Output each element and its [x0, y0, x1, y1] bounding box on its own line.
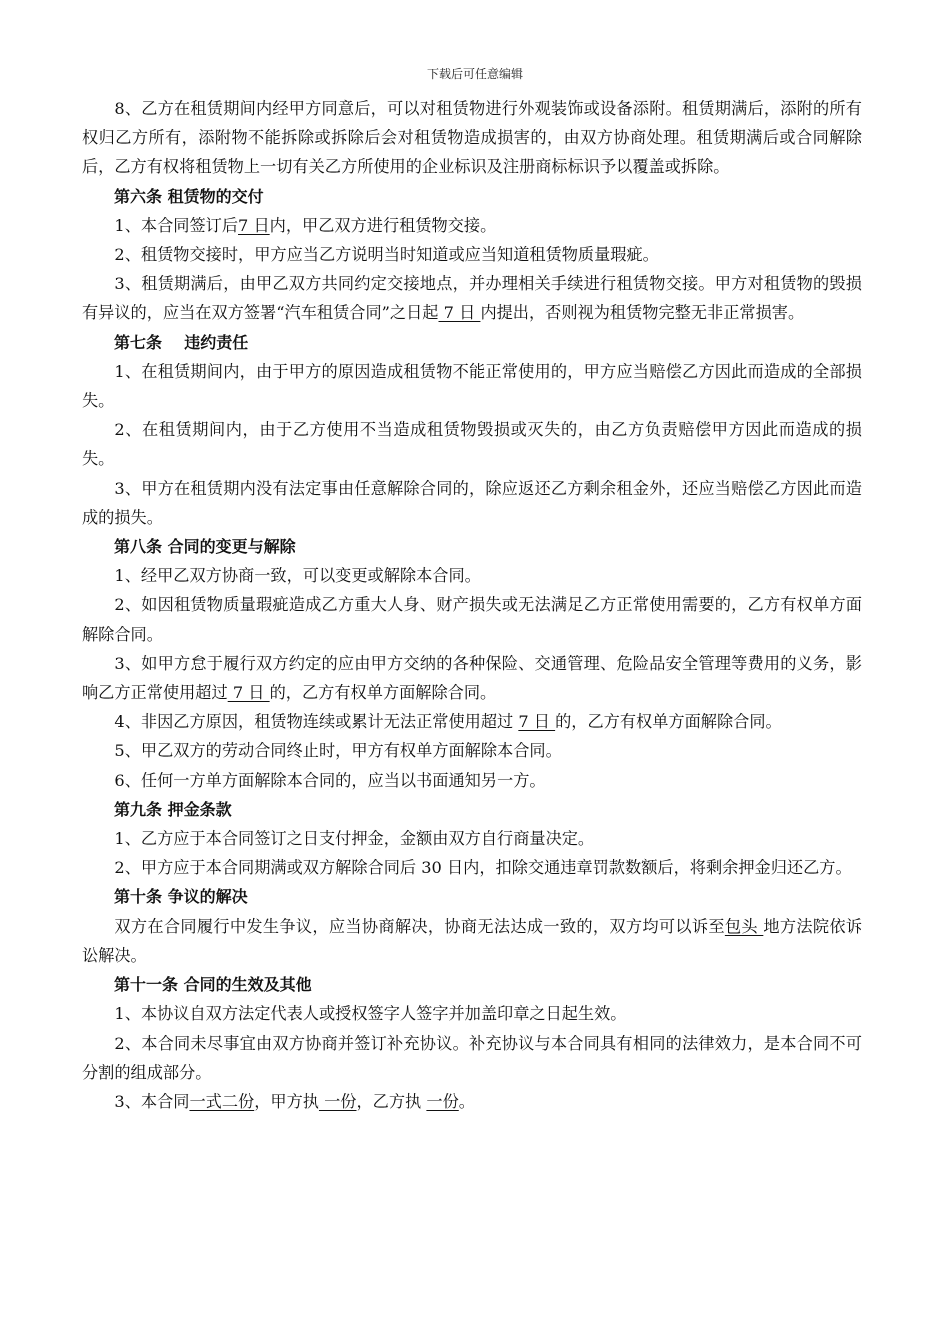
- article-8-item-1: 1、经甲乙双方协商一致，可以变更或解除本合同。: [114, 566, 481, 586]
- copies-party-b: 一份: [426, 1091, 459, 1111]
- contract-body: [82, 94, 862, 1116]
- article-6-item-2: 2、租赁物交接时，甲方应当乙方说明当时知道或应当知道租赁物质量瑕疵。: [114, 245, 659, 265]
- article-6-item-3: 3、租赁期满后，由甲乙双方共同约定交接地点，并办理相关手续进行租赁物交接。甲方对租赁物的毁损有异议的，应当在双方签署“汽车租赁合同”之日起 7 日 内提出，否则视为租赁物完整无非正常损害。: [82, 274, 862, 323]
- article-8-item-2: 2、如因租赁物质量瑕疵造成乙方重大人身、财产损失或无法满足乙方正常使用需要的，乙方有权单方面解除合同。: [82, 595, 862, 644]
- clause-8-paragraph: 8、乙方在租赁期间内经甲方同意后，可以对租赁物进行外观装饰或设备添附。租赁期满后，添附的所有权归乙方所有，添附物不能拆除或拆除后会对租赁物造成损害的，由双方协商处理。租赁期满后或合同解除后，乙方有权将租赁物上一切有关乙方所使用的企业标识及注册商标标识予以覆盖或拆除。: [82, 99, 862, 177]
- fee-overdue-days: 7 日: [227, 683, 270, 703]
- article-7-item-2: 2、在租赁期间内，由于乙方使用不当造成租赁物毁损或灭失的，由乙方负责赔偿甲方因此而造成的损失。: [82, 420, 862, 469]
- article-8-heading: 第八条 合同的变更与解除: [114, 537, 296, 557]
- handover-days: 7 日: [238, 215, 270, 235]
- article-11-heading: 第十一条 合同的生效及其他: [114, 975, 312, 995]
- article-10-heading: 第十条 争议的解决: [114, 887, 248, 907]
- article-6-item-1: 1、本合同签订后7 日内，甲乙双方进行租赁物交接。: [114, 215, 497, 235]
- article-7-item-3: 3、甲方在租赁期内没有法定事由任意解除合同的，除应返还乙方剩余租金外，还应当赔偿乙方因此而造成的损失。: [82, 478, 862, 527]
- article-9-heading: 第九条 押金条款: [114, 799, 232, 819]
- article-8-item-6: 6、任何一方单方面解除本合同的，应当以书面通知另一方。: [114, 770, 546, 790]
- copies-total: 一式二份: [189, 1091, 255, 1111]
- article-9-item-1: 1、乙方应于本合同签订之日支付押金，金额由双方自行商量决定。: [114, 829, 595, 849]
- court-location: 包头: [724, 916, 764, 936]
- article-8-item-4: 4、非因乙方原因，租赁物连续或累计无法正常使用超过 7 日 的，乙方有权单方面解除合同。: [114, 712, 782, 732]
- article-10-paragraph: 双方在合同履行中发生争议，应当协商解决，协商无法达成一致的，双方均可以诉至包头 地方法院依诉讼解决。: [82, 916, 863, 965]
- article-7-heading: 第七条 违约责任: [114, 332, 249, 352]
- article-11-item-3: 3、本合同一式二份，甲方执 一份，乙方执 一份。: [114, 1091, 475, 1111]
- article-11-item-2: 2、本合同未尽事宜由双方协商并签订补充协议。补充协议与本合同具有相同的法律效力，是本合同不可分割的组成部分。: [82, 1033, 862, 1082]
- unusable-days: 7 日: [518, 712, 556, 732]
- copies-party-a: 一份: [318, 1091, 357, 1111]
- article-7-item-1: 1、在租赁期间内，由于甲方的原因造成租赁物不能正常使用的，甲方应当赔偿乙方因此而造成的全部损失。: [82, 361, 862, 411]
- article-8-item-3: 3、如甲方怠于履行双方约定的应由甲方交纳的各种保险、交通管理、危险品安全管理等费用的义务，影响乙方正常使用超过 7 日 的，乙方有权单方面解除合同。: [82, 653, 862, 703]
- page-header: 下载后可任意编辑: [426, 67, 523, 81]
- article-11-item-1: 1、本协议自双方法定代表人或授权签字人签字并加盖印章之日起生效。: [114, 1004, 627, 1024]
- objection-days: 7 日: [438, 303, 481, 323]
- article-9-item-2: 2、甲方应于本合同期满或双方解除合同后 30 日内，扣除交通违章罚款数额后，将剩余押金归还乙方。: [114, 858, 852, 878]
- article-8-item-5: 5、甲乙双方的劳动合同终止时，甲方有权单方面解除本合同。: [114, 741, 562, 761]
- article-6-heading: 第六条 租赁物的交付: [114, 186, 264, 206]
